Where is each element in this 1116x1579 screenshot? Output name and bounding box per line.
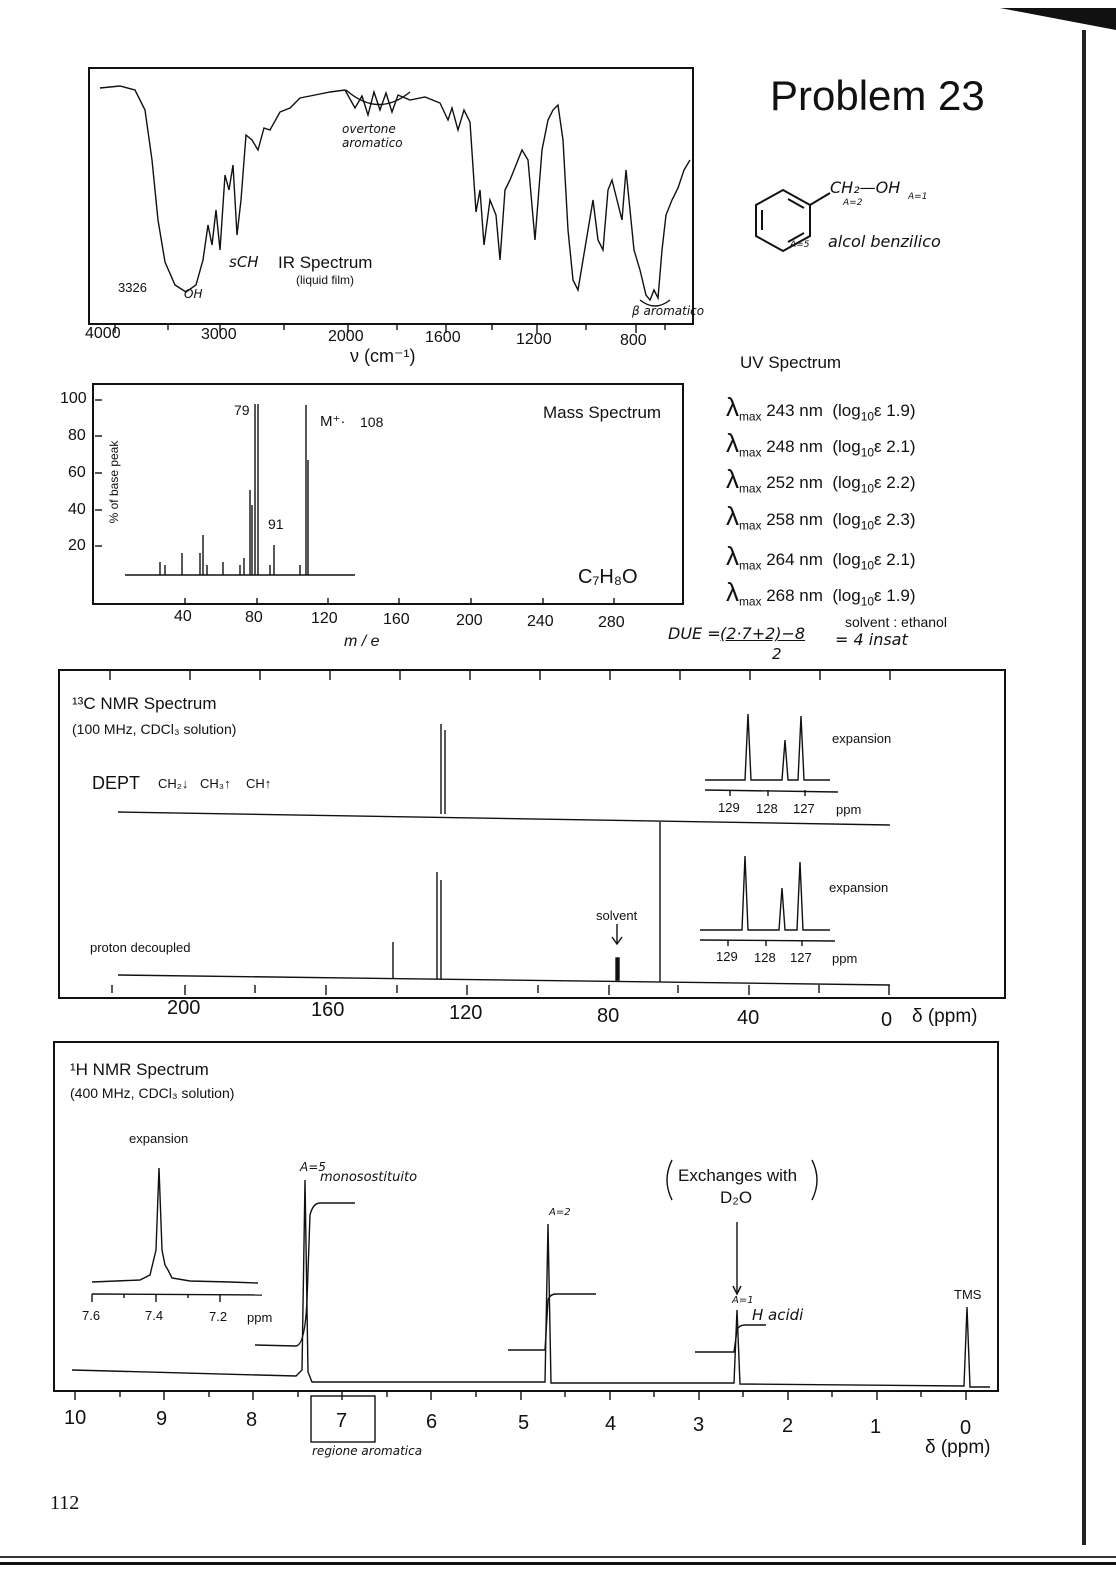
h1-x-label: δ (ppm) xyxy=(925,1437,991,1458)
mass-peak-79: 79 xyxy=(234,402,250,418)
h1-exchange-1: Exchanges with xyxy=(678,1166,798,1185)
ir-axis-label: ν (cm⁻¹) xyxy=(350,346,416,366)
c13-exp2-ppm: ppm xyxy=(832,951,858,966)
ir-tick-2000: 2000 xyxy=(328,328,364,345)
c13-xtick-200: 200 xyxy=(167,997,201,1019)
due-numerator: (2·7+2)−8 xyxy=(720,624,806,643)
ir-peak-3326: 3326 xyxy=(118,280,147,295)
mass-108: 108 xyxy=(360,414,384,430)
mass-ytick-100: 100 xyxy=(60,390,87,407)
c13-title: ¹³C NMR Spectrum xyxy=(72,694,217,713)
c13-expansion-1: expansion xyxy=(832,731,892,746)
c13-xtick-160: 160 xyxy=(311,999,345,1021)
h1-ann-a5: A=5 xyxy=(300,1160,326,1174)
ir-label: IR Spectrum xyxy=(278,253,373,272)
mass-xtick-80: 80 xyxy=(245,609,263,626)
h1-exchange-2: D₂O xyxy=(720,1188,753,1207)
mass-molecular-ion: M⁺· xyxy=(320,413,346,430)
c13-dept-ch: CH↑ xyxy=(246,776,272,791)
mass-xtick-40: 40 xyxy=(174,608,192,625)
mass-xtick-200: 200 xyxy=(456,612,483,629)
mass-xtick-120: 120 xyxy=(311,610,338,627)
c13-dept: DEPT xyxy=(92,773,141,793)
h1-xtick-1: 1 xyxy=(870,1416,882,1438)
h1-condition: (400 MHz, CDCl₃ solution) xyxy=(70,1085,235,1101)
mass-xtick-280: 280 xyxy=(598,614,625,631)
mass-x-label: m / e xyxy=(344,633,380,650)
c13-xtick-40: 40 xyxy=(737,1007,760,1029)
h1-xtick-9: 9 xyxy=(156,1408,168,1430)
c13-exp1-tick-129: 129 xyxy=(718,800,740,815)
c13-xtick-120: 120 xyxy=(449,1002,483,1024)
mass-ytick-80: 80 xyxy=(68,427,86,444)
h1-ann-a2: A=2 xyxy=(549,1207,571,1218)
h1-xtick-8: 8 xyxy=(246,1409,258,1431)
h1-tms: TMS xyxy=(954,1287,982,1302)
c13-x-label: δ (ppm) xyxy=(912,1006,978,1027)
uv-row: $\lambda_{max}$ 258 nm ($\log_{10}\varepsilon$ 2.3) xyxy=(726,501,916,533)
h1-title: ¹H NMR Spectrum xyxy=(70,1060,209,1079)
c13-dept-ch3: CH₃↑ xyxy=(200,776,231,791)
structure-substituent: CH₂—OH xyxy=(830,178,901,197)
c13-exp1-ppm: ppm xyxy=(836,802,862,817)
mass-title: Mass Spectrum xyxy=(543,403,662,422)
uv-title: UV Spectrum xyxy=(740,353,842,372)
due-result: = 4 insat xyxy=(835,630,908,649)
c13-dept-ch2: CH₂↓ xyxy=(158,776,189,791)
structure-name: alcol benzilico xyxy=(828,232,941,251)
uv-solvent: solvent : ethanol xyxy=(845,614,947,630)
ir-ann-oh: OH xyxy=(184,287,203,301)
h1-xtick-4: 4 xyxy=(605,1413,617,1435)
h1-xtick-0: 0 xyxy=(960,1417,972,1439)
c13-exp1-tick-128: 128 xyxy=(756,801,778,816)
c13-proton-decoupled: proton decoupled xyxy=(90,940,191,955)
mass-ytick-60: 60 xyxy=(68,464,86,481)
c13-exp2-tick-129: 129 xyxy=(716,949,738,964)
ir-ann-bend: β aromatico xyxy=(632,304,705,318)
mass-xtick-160: 160 xyxy=(383,611,410,628)
due-denominator: 2 xyxy=(772,645,782,663)
h1-ann-a1: A=1 xyxy=(732,1295,754,1306)
h1-exp-tick-7.2: 7.2 xyxy=(209,1309,228,1324)
h1-expansion: expansion xyxy=(129,1131,189,1146)
page-number: 112 xyxy=(50,1492,80,1514)
c13-exp2-tick-128: 128 xyxy=(754,950,776,965)
ir-ann-sch: sCH xyxy=(229,253,259,271)
ir-tick-3000: 3000 xyxy=(201,326,237,343)
c13-xtick-80: 80 xyxy=(597,1005,620,1027)
uv-row: $\lambda_{max}$ 268 nm ($\log_{10}\varepsilon$ 1.9) xyxy=(726,577,916,609)
h1-xtick-10: 10 xyxy=(64,1407,87,1429)
h1-xtick-3: 3 xyxy=(693,1414,705,1436)
h1-xtick-6: 6 xyxy=(426,1411,438,1433)
ir-tick-1600: 1600 xyxy=(425,329,461,346)
mass-formula: C₇H₈O xyxy=(578,566,638,588)
h1-ann-mono: monosostituito xyxy=(320,1170,418,1185)
mass-xtick-240: 240 xyxy=(527,613,554,630)
c13-condition: (100 MHz, CDCl₃ solution) xyxy=(72,721,237,737)
uv-row: $\lambda_{max}$ 264 nm ($\log_{10}\varepsilon$ 2.1) xyxy=(726,541,916,573)
h1-xtick-5: 5 xyxy=(518,1412,530,1434)
h1-xtick-7: 7 xyxy=(336,1410,348,1432)
structure-a5: A=5 xyxy=(790,240,810,250)
h1-ann-acidi: H acidi xyxy=(752,1306,804,1324)
mass-y-label: % of base peak xyxy=(107,440,121,524)
ir-tick-1200: 1200 xyxy=(516,331,552,348)
h1-xtick-2: 2 xyxy=(782,1415,794,1437)
mass-peak-91: 91 xyxy=(268,516,284,532)
h1-exp-ppm: ppm xyxy=(247,1310,273,1325)
uv-row: $\lambda_{max}$ 243 nm ($\log_{10}\varepsilon$ 1.9) xyxy=(726,392,916,424)
c13-solvent: solvent xyxy=(596,908,638,923)
ir-condition: (liquid film) xyxy=(296,273,355,287)
page-title: Problem 23 xyxy=(770,72,985,119)
h1-exp-tick-7.4: 7.4 xyxy=(145,1308,164,1323)
mass-ytick-40: 40 xyxy=(68,501,86,518)
due-lhs: DUE = xyxy=(668,624,721,643)
ir-ann-overtone: overtone aromatico xyxy=(342,122,403,150)
structure-a1: A=1 xyxy=(908,192,928,202)
c13-expansion-2: expansion xyxy=(829,880,889,895)
c13-exp1-tick-127: 127 xyxy=(793,801,815,816)
h1-region-note: regione aromatica xyxy=(312,1444,423,1458)
uv-row: $\lambda_{max}$ 252 nm ($\log_{10}\varepsilon$ 2.2) xyxy=(726,464,916,496)
uv-row: $\lambda_{max}$ 248 nm ($\log_{10}\varepsilon$ 2.1) xyxy=(726,428,916,460)
c13-exp2-tick-127: 127 xyxy=(790,950,812,965)
c13-xtick-0: 0 xyxy=(881,1009,893,1031)
h1-exp-tick-7.6: 7.6 xyxy=(82,1308,101,1323)
ir-tick-800: 800 xyxy=(620,332,647,349)
ir-tick-4000: 4000 xyxy=(85,325,121,342)
mass-ytick-20: 20 xyxy=(68,537,86,554)
structure-a2: A=2 xyxy=(843,198,863,208)
